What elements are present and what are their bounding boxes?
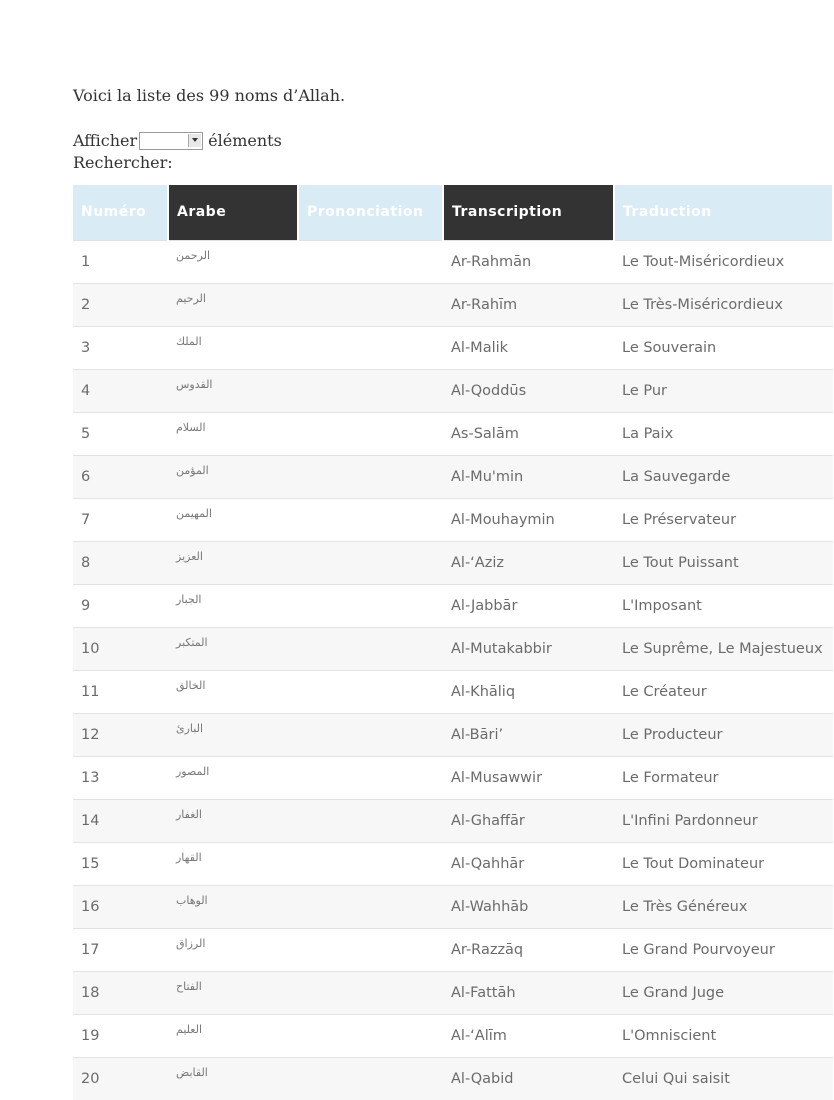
cell-arabic: الرحمن [168, 241, 298, 284]
cell-number: 8 [73, 542, 168, 585]
cell-translation: Le Producteur [614, 714, 833, 757]
column-header-numero[interactable]: Numéro [73, 185, 168, 241]
cell-translation: Le Tout-Miséricordieux [614, 241, 833, 284]
cell-translation: Le Grand Juge [614, 972, 833, 1015]
cell-transcription: Ar-Rahīm [443, 284, 614, 327]
cell-pronunciation [298, 1015, 443, 1058]
cell-translation: Le Pur [614, 370, 833, 413]
cell-pronunciation [298, 929, 443, 972]
cell-number: 19 [73, 1015, 168, 1058]
table-header-row [73, 185, 833, 241]
cell-transcription: Al-Bāri’ [443, 714, 614, 757]
column-header-transcription[interactable]: Transcription [443, 185, 614, 241]
cell-arabic: الجبار [168, 585, 298, 628]
table-row [73, 1015, 833, 1058]
cell-number: 12 [73, 714, 168, 757]
cell-transcription: Al-Malik [443, 327, 614, 370]
cell-arabic: القابض [168, 1058, 298, 1100]
cell-arabic: العليم [168, 1015, 298, 1058]
table-row [73, 714, 833, 757]
cell-arabic: المؤمن [168, 456, 298, 499]
cell-pronunciation [298, 499, 443, 542]
table-row [73, 886, 833, 929]
table-row [73, 628, 833, 671]
cell-translation: Le Créateur [614, 671, 833, 714]
cell-transcription: Al-‘Aziz [443, 542, 614, 585]
cell-arabic: الرحيم [168, 284, 298, 327]
cell-transcription: Al-Qahhār [443, 843, 614, 886]
cell-translation: Le Suprême, Le Majestueux [614, 628, 833, 671]
cell-number: 5 [73, 413, 168, 456]
table-row [73, 327, 833, 370]
cell-pronunciation [298, 800, 443, 843]
cell-translation: Le Tout Puissant [614, 542, 833, 585]
cell-pronunciation [298, 456, 443, 499]
cell-arabic: البارئ [168, 714, 298, 757]
column-header-prononciation[interactable]: Prononciation [298, 185, 443, 241]
cell-number: 3 [73, 327, 168, 370]
cell-pronunciation [298, 714, 443, 757]
cell-translation: L'Imposant [614, 585, 833, 628]
cell-arabic: الوهاب [168, 886, 298, 929]
cell-pronunciation [298, 1058, 443, 1100]
cell-translation: Le Souverain [614, 327, 833, 370]
cell-transcription: Al-Mutakabbir [443, 628, 614, 671]
cell-arabic: الفتاح [168, 972, 298, 1015]
cell-pronunciation [298, 284, 443, 327]
cell-transcription: Al-Qabid [443, 1058, 614, 1100]
table-row [73, 972, 833, 1015]
cell-arabic: المهيمن [168, 499, 298, 542]
cell-arabic: الملك [168, 327, 298, 370]
table-controls [73, 130, 282, 174]
table-row [73, 456, 833, 499]
cell-pronunciation [298, 628, 443, 671]
table-row [73, 370, 833, 413]
cell-translation: Le Très-Miséricordieux [614, 284, 833, 327]
table-row [73, 843, 833, 886]
cell-arabic: العزيز [168, 542, 298, 585]
cell-arabic: الخالق [168, 671, 298, 714]
table-row [73, 929, 833, 972]
cell-transcription: Al-‘Alīm [443, 1015, 614, 1058]
cell-translation: La Paix [614, 413, 833, 456]
cell-pronunciation [298, 327, 443, 370]
table-row [73, 241, 833, 284]
cell-transcription: Al-Qoddūs [443, 370, 614, 413]
cell-number: 7 [73, 499, 168, 542]
cell-translation: Le Tout Dominateur [614, 843, 833, 886]
cell-pronunciation [298, 843, 443, 886]
search-label[interactable]: Rechercher: [73, 152, 173, 174]
elements-label: éléments [208, 130, 282, 152]
cell-transcription: Al-Musawwir [443, 757, 614, 800]
cell-arabic: الرزاق [168, 929, 298, 972]
cell-number: 17 [73, 929, 168, 972]
cell-number: 15 [73, 843, 168, 886]
cell-pronunciation [298, 370, 443, 413]
cell-transcription: Al-Mouhaymin [443, 499, 614, 542]
cell-number: 6 [73, 456, 168, 499]
cell-pronunciation [298, 585, 443, 628]
column-header-traduction[interactable]: Traduction [614, 185, 833, 241]
cell-translation: Celui Qui saisit [614, 1058, 833, 1100]
table-row [73, 1058, 833, 1100]
cell-transcription: Al-Jabbār [443, 585, 614, 628]
cell-translation: Le Très Généreux [614, 886, 833, 929]
table-row [73, 413, 833, 456]
table-row [73, 542, 833, 585]
cell-transcription: Al-Mu'min [443, 456, 614, 499]
cell-number: 4 [73, 370, 168, 413]
table-row [73, 800, 833, 843]
cell-arabic: السلام [168, 413, 298, 456]
cell-transcription: Ar-Razzāq [443, 929, 614, 972]
names-table [73, 185, 834, 1100]
cell-arabic: المصور [168, 757, 298, 800]
cell-arabic: القهار [168, 843, 298, 886]
entries-per-page-select[interactable] [139, 132, 203, 150]
cell-pronunciation [298, 241, 443, 284]
cell-translation: Le Préservateur [614, 499, 833, 542]
table-row [73, 757, 833, 800]
table-row [73, 284, 833, 327]
cell-pronunciation [298, 671, 443, 714]
cell-translation: Le Grand Pourvoyeur [614, 929, 833, 972]
table-row [73, 585, 833, 628]
show-label: Afficher [73, 130, 137, 152]
cell-pronunciation [298, 413, 443, 456]
column-header-arabe[interactable]: Arabe [168, 185, 298, 241]
cell-number: 20 [73, 1058, 168, 1100]
cell-transcription: Ar-Rahmān [443, 241, 614, 284]
cell-pronunciation [298, 972, 443, 1015]
cell-transcription: Al-Wahhāb [443, 886, 614, 929]
cell-translation: La Sauvegarde [614, 456, 833, 499]
table-row [73, 671, 833, 714]
cell-number: 9 [73, 585, 168, 628]
cell-number: 1 [73, 241, 168, 284]
chevron-down-icon [188, 134, 201, 147]
cell-translation: L'Omniscient [614, 1015, 833, 1058]
cell-number: 13 [73, 757, 168, 800]
length-control [73, 130, 282, 152]
cell-transcription: Al-Khāliq [443, 671, 614, 714]
cell-transcription: Al-Fattāh [443, 972, 614, 1015]
cell-number: 18 [73, 972, 168, 1015]
search-control [73, 152, 282, 174]
cell-translation: Le Formateur [614, 757, 833, 800]
cell-number: 16 [73, 886, 168, 929]
cell-number: 14 [73, 800, 168, 843]
cell-number: 10 [73, 628, 168, 671]
cell-arabic: القدوس [168, 370, 298, 413]
cell-transcription: As-Salām [443, 413, 614, 456]
cell-translation: L'Infini Pardonneur [614, 800, 833, 843]
table-body [73, 241, 833, 1100]
cell-pronunciation [298, 757, 443, 800]
intro-text: Voici la liste des 99 noms d’Allah. [73, 86, 345, 105]
cell-arabic: المتكبر [168, 628, 298, 671]
cell-number: 11 [73, 671, 168, 714]
cell-transcription: Al-Ghaffār [443, 800, 614, 843]
cell-pronunciation [298, 542, 443, 585]
cell-number: 2 [73, 284, 168, 327]
cell-pronunciation [298, 886, 443, 929]
cell-arabic: الغفار [168, 800, 298, 843]
table-row [73, 499, 833, 542]
